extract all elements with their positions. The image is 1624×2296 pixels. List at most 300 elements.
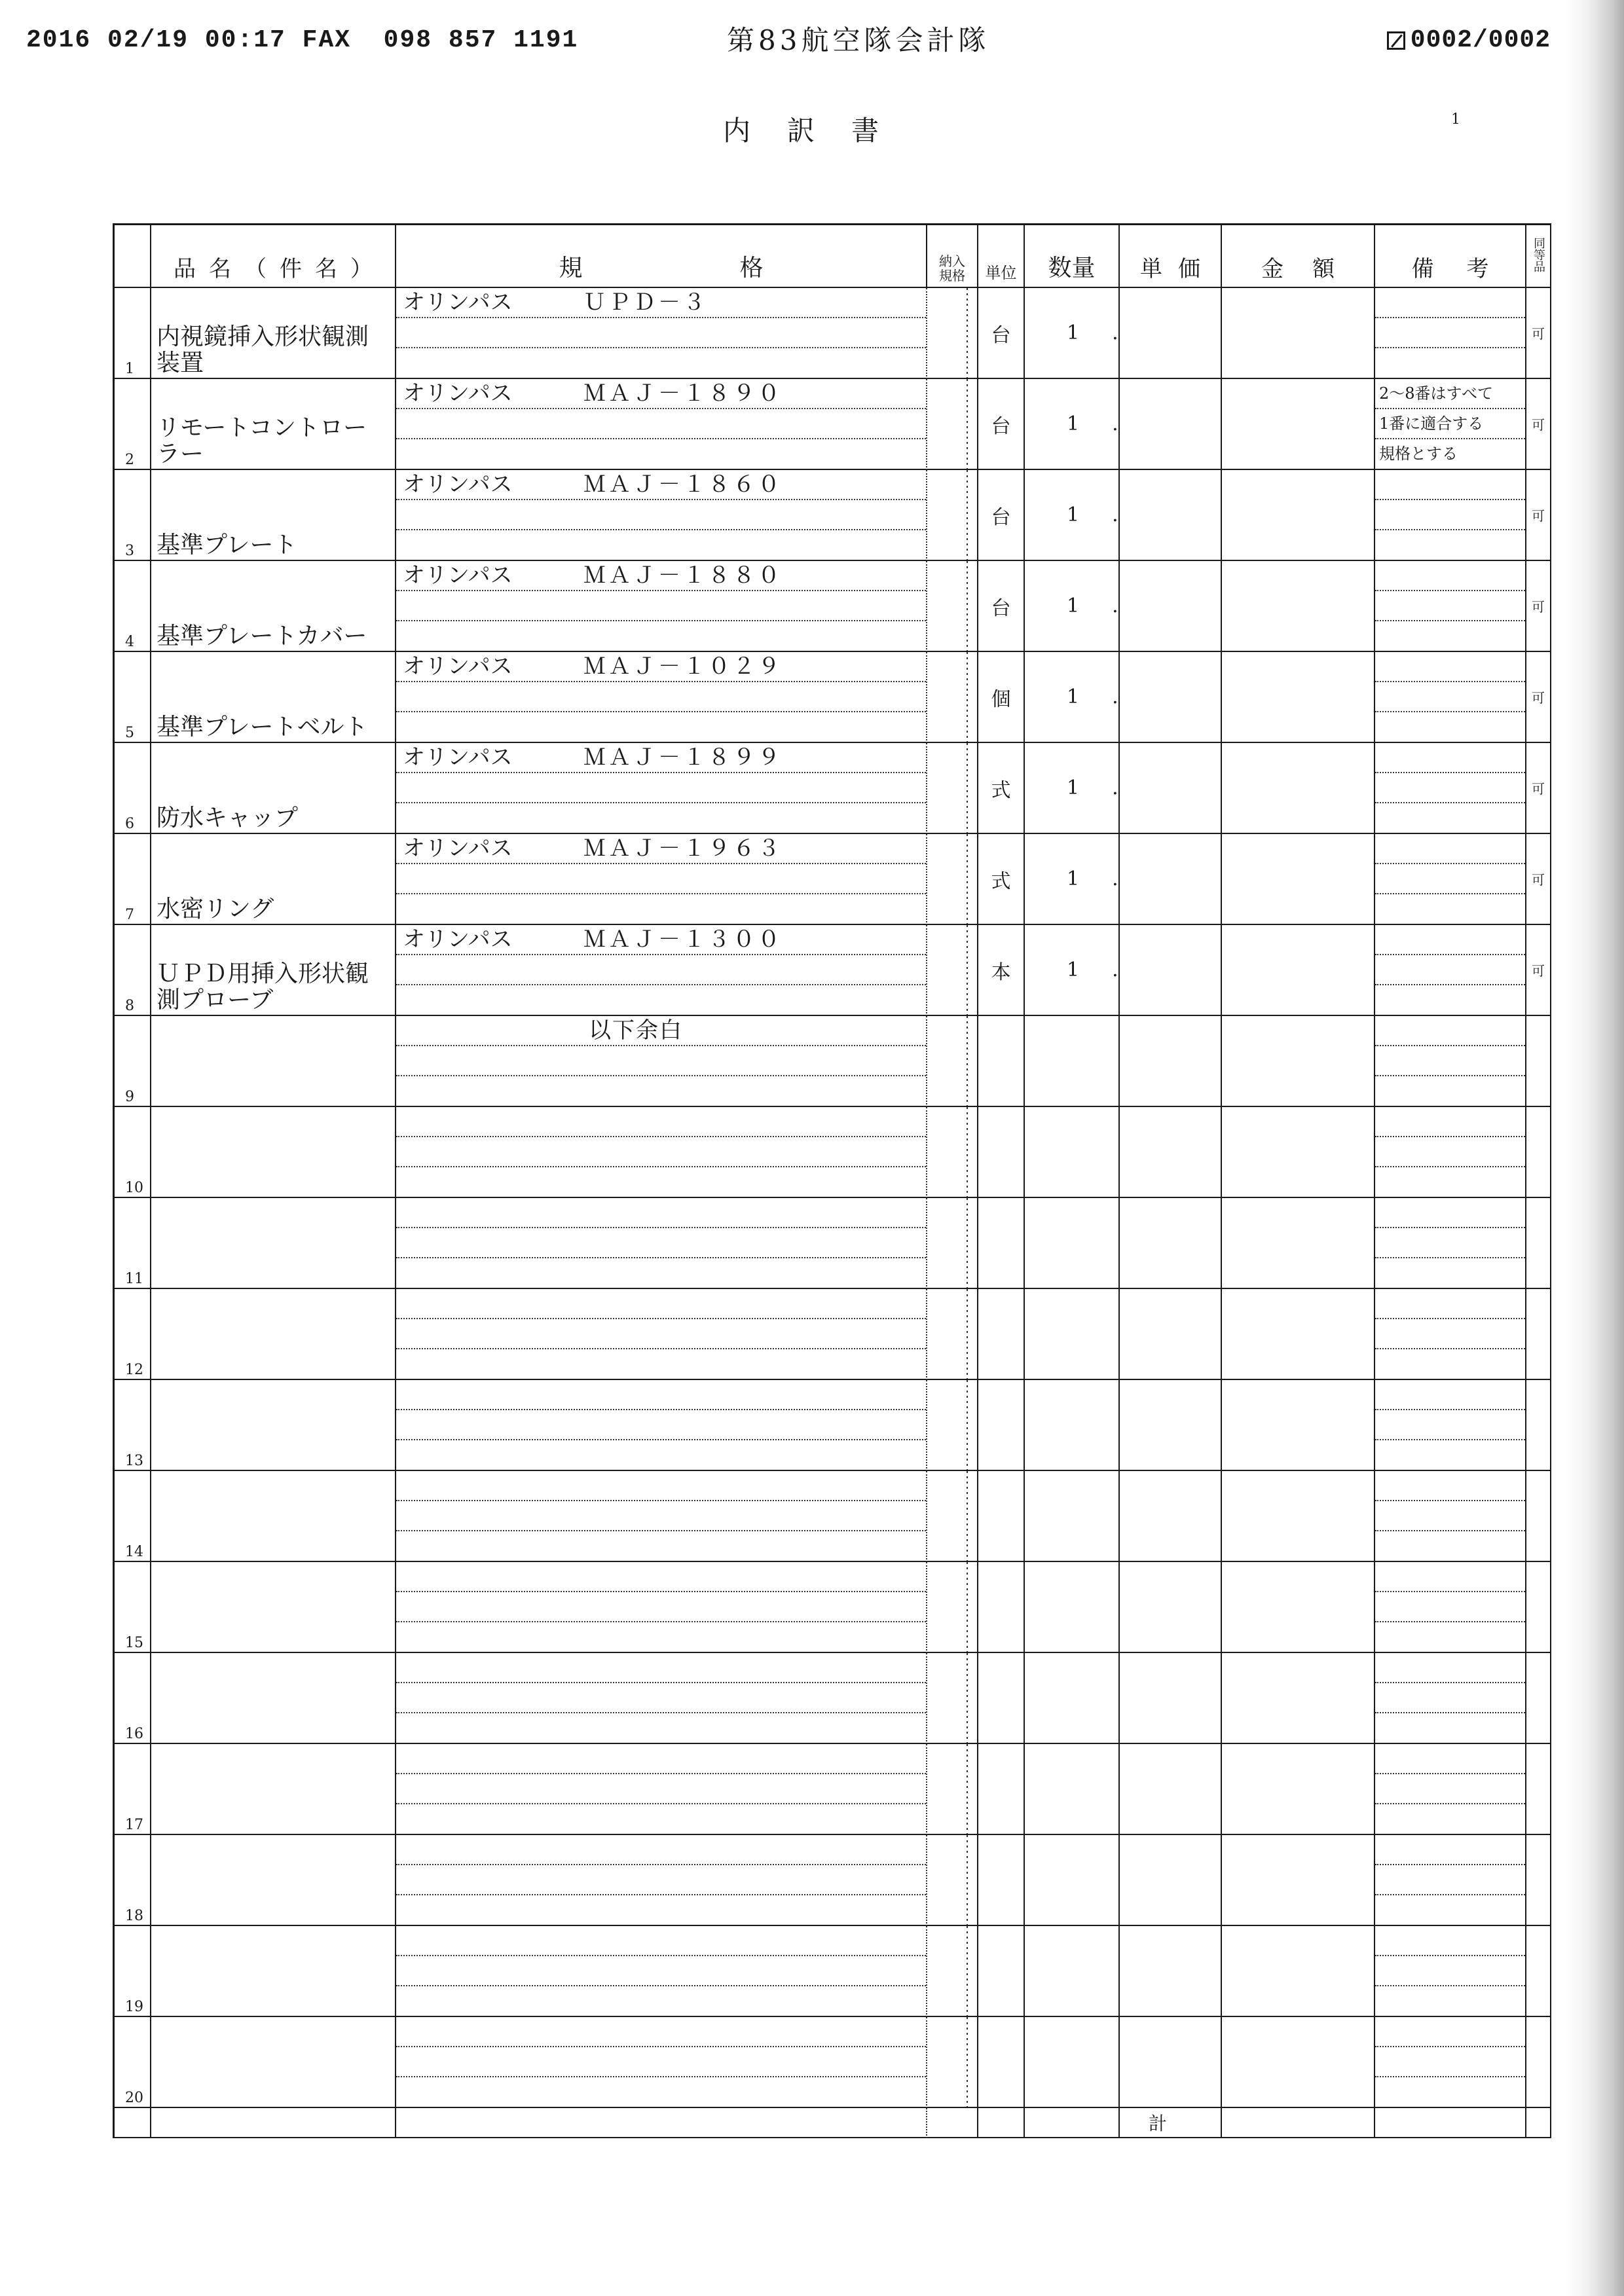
remarks-line	[1375, 1835, 1525, 1865]
remarks-line	[1375, 288, 1525, 318]
table-row	[115, 1289, 1551, 1380]
table-row	[115, 1016, 1551, 1107]
item-name-cell	[151, 2017, 396, 2108]
delivery-cell	[927, 1926, 978, 2017]
spec-cell	[396, 1107, 927, 1198]
spec-line	[396, 1167, 926, 1197]
row-number: 20	[115, 2017, 151, 2108]
header-spec-label: 規格	[559, 255, 921, 282]
row-number: 14	[115, 1471, 151, 1562]
spec-model: ＭＡＪ－１８６０	[583, 471, 783, 498]
equivalent-cell	[1526, 1016, 1551, 1107]
unit-price-cell	[1120, 1107, 1222, 1198]
header-unit-price-label: 単価	[1140, 256, 1216, 282]
row-number: 13	[115, 1380, 151, 1471]
remarks-line	[1375, 591, 1525, 621]
amount-cell	[1222, 1380, 1375, 1471]
item-name-cell	[151, 1926, 396, 2017]
row-number: 2	[115, 379, 151, 470]
item-name-cell	[151, 379, 396, 470]
equivalent-cell: 可	[1526, 743, 1551, 834]
spec-line	[396, 1804, 926, 1834]
item-name	[151, 1559, 395, 1561]
spec-line	[396, 409, 926, 439]
row-number: 19	[115, 1926, 151, 2017]
amount-cell	[1222, 1835, 1375, 1926]
item-name	[151, 1923, 395, 1925]
item-name	[151, 415, 395, 469]
remarks-cell	[1375, 1926, 1526, 2017]
spec-cell	[396, 1471, 927, 1562]
fax-sender-name: 第83航空隊会計隊	[727, 24, 990, 56]
spec-cell	[396, 1562, 927, 1653]
spec-line	[396, 955, 926, 985]
remarks-line	[1375, 1501, 1525, 1531]
remarks-line: 2～8番はすべて	[1375, 379, 1525, 409]
spec-line	[396, 1774, 926, 1804]
total-label: 計	[1120, 2108, 1222, 2138]
unit-cell: 式	[978, 834, 1025, 925]
remarks-line	[1375, 1653, 1525, 1683]
quantity-cell	[1025, 1653, 1120, 1744]
spec-line	[396, 1319, 926, 1349]
spec-line	[396, 1986, 926, 2016]
item-name-line: 装置	[157, 350, 204, 376]
amount-cell	[1222, 379, 1375, 470]
spec-cell	[396, 2017, 927, 2108]
remarks-line	[1375, 1744, 1525, 1774]
remarks-cell	[1375, 379, 1526, 470]
spec-cell	[396, 834, 927, 925]
item-name	[151, 1104, 395, 1106]
remarks-line	[1375, 1865, 1525, 1895]
spec-cell	[396, 470, 927, 561]
remarks-line	[1375, 1683, 1525, 1713]
remarks-line	[1375, 712, 1525, 742]
amount-cell	[1222, 1653, 1375, 1744]
row-number: 6	[115, 743, 151, 834]
remarks-line	[1375, 530, 1525, 560]
header-amount-label: 金額	[1261, 256, 1363, 282]
item-name	[151, 532, 395, 560]
equivalent-cell	[1526, 1107, 1551, 1198]
quantity-cell	[1025, 1198, 1120, 1289]
total-spec	[396, 2108, 927, 2138]
item-name	[151, 805, 395, 833]
amount-cell	[1222, 1016, 1375, 1107]
table-row	[115, 1835, 1551, 1926]
remarks-line	[1375, 1228, 1525, 1258]
table-row	[115, 379, 1551, 470]
delivery-cell	[927, 1198, 978, 1289]
amount-cell	[1222, 1744, 1375, 1835]
item-name-cell	[151, 561, 396, 652]
item-name	[151, 1286, 395, 1288]
remarks-line	[1375, 864, 1525, 894]
item-name	[151, 1195, 395, 1197]
item-name	[151, 623, 395, 651]
equivalent-cell	[1526, 2017, 1551, 2108]
unit-cell: 式	[978, 743, 1025, 834]
table-row	[115, 561, 1551, 652]
total-equivalent	[1526, 2108, 1551, 2138]
table-row	[115, 1380, 1551, 1471]
spec-line	[396, 1895, 926, 1925]
remarks-line	[1375, 1076, 1525, 1106]
unit-cell	[978, 1289, 1025, 1380]
total-unit	[978, 2108, 1025, 2138]
total-row	[115, 2108, 1551, 2138]
delivery-cell	[927, 470, 978, 561]
spec-line	[396, 1713, 926, 1743]
remarks-line	[1375, 894, 1525, 924]
spec-line	[396, 1592, 926, 1622]
row-number: 15	[115, 1562, 151, 1653]
amount-cell	[1222, 743, 1375, 834]
delivery-cell	[927, 834, 978, 925]
spec-line	[396, 1107, 926, 1137]
spec-model: ＭＡＪ－１３００	[583, 926, 783, 953]
table-header	[115, 225, 1551, 288]
quantity-cell: 1.	[1025, 652, 1120, 743]
header-item-name	[151, 225, 396, 288]
spec-line	[396, 1016, 926, 1046]
quantity-cell: 1.	[1025, 834, 1120, 925]
remarks-line	[1375, 1016, 1525, 1046]
table-row	[115, 470, 1551, 561]
item-name-cell	[151, 1380, 396, 1471]
table-row	[115, 288, 1551, 379]
remarks-line	[1375, 1471, 1525, 1501]
remarks-line	[1375, 925, 1525, 955]
delivery-cell	[927, 1016, 978, 1107]
remarks-line	[1375, 318, 1525, 348]
fax-transmission-info: 2016 02/19 00:17 FAX 098 857 1191	[26, 26, 579, 54]
item-name-line: 防水キャップ	[157, 805, 299, 831]
amount-cell	[1222, 1289, 1375, 1380]
spec-line	[396, 803, 926, 833]
spec-model: ＭＡＪ－１０２９	[583, 653, 783, 680]
quantity-cell	[1025, 1289, 1120, 1380]
remarks-cell	[1375, 288, 1526, 379]
spec-line	[396, 379, 926, 409]
checked-box-icon	[1387, 31, 1405, 50]
unit-price-cell	[1120, 2017, 1222, 2108]
equivalent-cell: 可	[1526, 288, 1551, 379]
remarks-line	[1375, 1562, 1525, 1592]
amount-cell	[1222, 2017, 1375, 2108]
spec-line	[396, 743, 926, 773]
delivery-cell	[927, 743, 978, 834]
page-number: 1	[1451, 111, 1460, 128]
spec-model: ＭＡＪ－１８８０	[583, 562, 783, 589]
item-name-cell	[151, 1744, 396, 1835]
remarks-cell	[1375, 743, 1526, 834]
spec-maker: オリンパス	[403, 835, 513, 862]
item-name-line: 基準プレートベルト	[157, 714, 368, 740]
remarks-line	[1375, 1592, 1525, 1622]
header-delivery	[927, 225, 978, 288]
spec-cell	[396, 1835, 927, 1926]
spec-line	[396, 591, 926, 621]
equivalent-cell: 可	[1526, 561, 1551, 652]
remarks-line	[1375, 621, 1525, 651]
delivery-cell	[927, 1562, 978, 1653]
spec-line	[396, 1471, 926, 1501]
spec-line	[396, 621, 926, 651]
remarks-cell	[1375, 1744, 1526, 1835]
row-number: 8	[115, 925, 151, 1016]
header-item-name-label: 品名（件名）	[174, 256, 386, 282]
unit-cell	[978, 1016, 1025, 1107]
remarks-line	[1375, 955, 1525, 985]
item-name	[151, 1468, 395, 1470]
remarks-line	[1375, 1046, 1525, 1076]
spec-maker: オリンパス	[403, 289, 513, 316]
spec-cell	[396, 1653, 927, 1744]
row-number: 11	[115, 1198, 151, 1289]
spec-line	[396, 834, 926, 864]
amount-cell	[1222, 652, 1375, 743]
remarks-line	[1375, 1895, 1525, 1925]
spec-line	[396, 561, 926, 591]
item-name-cell	[151, 1107, 396, 1198]
remarks-line	[1375, 561, 1525, 591]
spec-line	[396, 652, 926, 682]
amount-cell	[1222, 1562, 1375, 1653]
delivery-cell	[927, 561, 978, 652]
table-row	[115, 2017, 1551, 2108]
amount-cell	[1222, 288, 1375, 379]
spec-line	[396, 1956, 926, 1986]
item-name	[151, 324, 395, 378]
equivalent-cell	[1526, 1289, 1551, 1380]
remarks-line	[1375, 1986, 1525, 2016]
spec-line	[396, 682, 926, 712]
spec-cell	[396, 1926, 927, 2017]
spec-maker: オリンパス	[403, 653, 513, 680]
unit-cell: 台	[978, 288, 1025, 379]
remarks-cell	[1375, 561, 1526, 652]
remarks-line	[1375, 682, 1525, 712]
spec-line	[396, 1076, 926, 1106]
header-amount	[1222, 225, 1375, 288]
unit-cell	[978, 2017, 1025, 2108]
quantity-cell	[1025, 1380, 1120, 1471]
header-equivalent	[1526, 225, 1551, 288]
spec-line	[396, 1622, 926, 1652]
remarks-line: 規格とする	[1379, 445, 1458, 463]
remarks-line	[1375, 1380, 1525, 1410]
equivalent-cell	[1526, 1198, 1551, 1289]
header-unit	[978, 225, 1025, 288]
spec-model: ＵＰＤ－３	[583, 289, 708, 316]
item-name-line: 内視鏡挿入形状観測	[157, 323, 369, 350]
item-name-cell	[151, 834, 396, 925]
spec-line	[396, 1562, 926, 1592]
fax-page-count: 0002/0002	[1410, 26, 1551, 54]
item-name-cell	[151, 743, 396, 834]
item-name	[151, 2105, 395, 2107]
remarks-cell	[1375, 1653, 1526, 1744]
remarks-cell	[1375, 2017, 1526, 2108]
row-number: 7	[115, 834, 151, 925]
quantity-cell	[1025, 1562, 1120, 1653]
item-name-cell	[151, 1016, 396, 1107]
delivery-cell	[927, 1289, 978, 1380]
row-number: 18	[115, 1835, 151, 1926]
total-remarks	[1375, 2108, 1526, 2138]
unit-cell: 本	[978, 925, 1025, 1016]
remarks-cell	[1375, 652, 1526, 743]
header-delivery-line: 規格	[939, 268, 965, 283]
scan-edge-shadow	[1566, 0, 1624, 2296]
delivery-cell	[927, 2017, 978, 2108]
spec-line	[396, 1258, 926, 1288]
spec-maker: オリンパス	[403, 562, 513, 589]
spec-line	[396, 894, 926, 924]
total-row-number	[115, 2108, 151, 2138]
remarks-cell	[1375, 1562, 1526, 1653]
row-number: 10	[115, 1107, 151, 1198]
remarks-line	[1375, 1137, 1525, 1167]
table-row	[115, 1744, 1551, 1835]
item-name	[151, 1377, 395, 1379]
unit-price-cell	[1120, 1562, 1222, 1653]
delivery-cell	[927, 288, 978, 379]
spec-cell	[396, 379, 927, 470]
spec-line	[396, 1865, 926, 1895]
header-remarks	[1375, 225, 1526, 288]
row-number: 12	[115, 1289, 151, 1380]
header-remarks-label: 備考	[1411, 256, 1522, 282]
table-row	[115, 1562, 1551, 1653]
remarks-line	[1375, 1926, 1525, 1956]
amount-cell	[1222, 1198, 1375, 1289]
item-name-cell	[151, 1562, 396, 1653]
row-number: 5	[115, 652, 151, 743]
remarks-line	[1375, 773, 1525, 803]
row-number: 1	[115, 288, 151, 379]
remarks-line	[1375, 1622, 1525, 1652]
table-row	[115, 1471, 1551, 1562]
item-name	[151, 1741, 395, 1743]
table-body	[115, 288, 1551, 2108]
spec-line	[396, 1046, 926, 1076]
spec-line	[396, 2077, 926, 2107]
remarks-line	[1375, 1258, 1525, 1288]
spec-line	[396, 1926, 926, 1956]
remarks-line	[1375, 1107, 1525, 1137]
spec-cell	[396, 1744, 927, 1835]
item-name-cell	[151, 925, 396, 1016]
quantity-cell: 1.	[1025, 925, 1120, 1016]
table-row	[115, 925, 1551, 1016]
remarks-line	[1375, 470, 1525, 500]
amount-cell	[1222, 1471, 1375, 1562]
remarks-cell	[1375, 1471, 1526, 1562]
spec-note: 以下余白	[589, 1017, 683, 1044]
spec-line	[396, 1653, 926, 1683]
unit-cell: 台	[978, 470, 1025, 561]
remarks-line	[1375, 1531, 1525, 1561]
quantity-cell	[1025, 2017, 1120, 2108]
spec-line	[396, 1198, 926, 1228]
quantity-cell: 1.	[1025, 288, 1120, 379]
quantity-cell: 1.	[1025, 470, 1120, 561]
equivalent-cell: 可	[1526, 379, 1551, 470]
item-name-cell	[151, 1835, 396, 1926]
table-row	[115, 1926, 1551, 2017]
remarks-cell	[1375, 1016, 1526, 1107]
spec-line	[396, 1410, 926, 1440]
quantity-cell: 1.	[1025, 743, 1120, 834]
item-name	[151, 961, 395, 1015]
row-number: 17	[115, 1744, 151, 1835]
remarks-line	[1375, 1349, 1525, 1379]
quantity-cell	[1025, 1744, 1120, 1835]
unit-price-cell	[1120, 1016, 1222, 1107]
remarks-line	[1375, 500, 1525, 530]
remarks-line	[1375, 1713, 1525, 1743]
remarks-line	[1375, 1804, 1525, 1834]
equivalent-cell	[1526, 1835, 1551, 1926]
unit-price-cell	[1120, 1380, 1222, 1471]
spec-line	[396, 348, 926, 378]
spec-cell	[396, 1380, 927, 1471]
unit-price-cell	[1120, 1471, 1222, 1562]
item-name-cell	[151, 1289, 396, 1380]
total-delivery	[927, 2108, 978, 2138]
header-unit-label: 単位	[985, 264, 1017, 282]
quantity-cell: 1.	[1025, 561, 1120, 652]
remarks-line	[1375, 1956, 1525, 1986]
remarks-line	[1375, 803, 1525, 833]
unit-price-cell	[1120, 1744, 1222, 1835]
spec-maker: オリンパス	[403, 471, 513, 498]
remarks-cell	[1375, 925, 1526, 1016]
remarks-line	[1375, 1440, 1525, 1470]
equivalent-cell	[1526, 1380, 1551, 1471]
item-name	[151, 1832, 395, 1834]
spec-cell	[396, 1289, 927, 1380]
spec-maker: オリンパス	[403, 744, 513, 771]
item-name-line: リモートコントロー	[157, 414, 367, 441]
quantity-cell	[1025, 1107, 1120, 1198]
spec-line	[396, 1683, 926, 1713]
spec-line	[396, 1501, 926, 1531]
delivery-cell	[927, 1744, 978, 1835]
remarks-cell	[1375, 1835, 1526, 1926]
remarks-line	[1375, 348, 1525, 378]
spec-cell	[396, 1016, 927, 1107]
equivalent-cell: 可	[1526, 652, 1551, 743]
table-row	[115, 834, 1551, 925]
header-quantity-label: 数量	[1048, 255, 1096, 282]
spec-model: ＭＡＪ－１８９９	[583, 744, 783, 771]
spec-line	[396, 1835, 926, 1865]
row-number: 16	[115, 1653, 151, 1744]
spec-line	[396, 500, 926, 530]
amount-cell	[1222, 834, 1375, 925]
equivalent-cell: 可	[1526, 470, 1551, 561]
item-name	[151, 2014, 395, 2016]
item-name-line: 基準プレートカバー	[157, 623, 367, 649]
unit-price-cell	[1120, 1289, 1222, 1380]
spec-line	[396, 2047, 926, 2077]
row-number: 3	[115, 470, 151, 561]
remarks-line	[1375, 2047, 1525, 2077]
